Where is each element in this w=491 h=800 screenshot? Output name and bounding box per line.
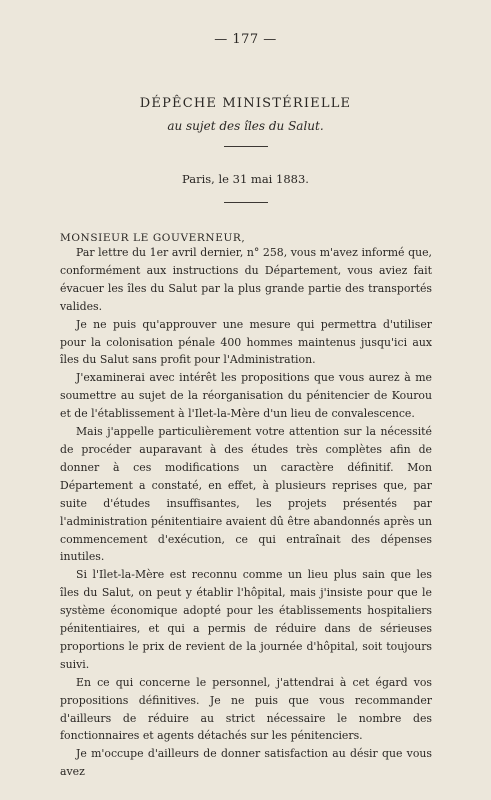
paragraph: En ce qui concerne le personnel, j'attendrai à cet égard vos propositions définitives. Je ne puis que vous recommander d'ailleurs de réduire au strict nécessaire le nombre des fonctionnaires et agents détachés sur les pénitenciers. <box>60 675 432 743</box>
document-subtitle: au sujet des îles du Salut. <box>167 119 324 133</box>
date-line: Paris, le 31 mai 1883. <box>182 172 309 186</box>
paragraph: J'examinerai avec intérêt les propositions que vous aurez à me soumettre au sujet de la réorganisation du pénitencier de Kourou et de l'établissement à l'Ilet-la-Mère d'un lieu de convalescence. <box>60 371 432 421</box>
page-number: — 177 — <box>214 32 277 47</box>
date-divider <box>224 202 268 203</box>
title-divider <box>224 146 268 147</box>
paragraph: Par lettre du 1er avril dernier, n° 258, vous m'avez informé que, conformément aux instructions du Département, vous aviez fait évacuer les îles du Salut par la plus grande partie des transportés valides. <box>60 246 432 313</box>
salutation: MONSIEUR LE GOUVERNEUR, <box>60 232 246 244</box>
paragraph: Je m'occupe d'ailleurs de donner satisfaction au désir que vous avez <box>60 747 432 779</box>
paragraph: Si l'Ilet-la-Mère est reconnu comme un lieu plus sain que les îles du Salut, on peut y établir l'hôpital, mais j'insiste pour que le système économique adopté pour les établissements hospitaliers pénitentiaires, et qui a permis de réduire dans de sérieuses proportions le prix de revient de la journée d'hôpital, soit toujours suivi. <box>60 568 432 671</box>
letter-body <box>60 244 432 781</box>
paragraph: Je ne puis qu'approuver une mesure qui permettra d'utiliser pour la colonisation pénale 400 hommes maintenus jusqu'ici aux îles du Salut sans profit pour l'Administration. <box>60 317 432 367</box>
paragraph: Mais j'appelle particulièrement votre attention sur la nécessité de procéder auparavant à des études très complètes afin de donner à ces modifications un caractère définitif. Mon Département a constaté, en effet, à plusieurs reprises que, par suite d'études insuffisantes, les projets présentés par l'administration pénitentiaire avaient dû être abandonnés après un commencement d'exécution, ce qui entraînait des dépenses inutiles. <box>60 425 432 564</box>
document-title: DÉPÊCHE MINISTÉRIELLE <box>139 96 352 111</box>
